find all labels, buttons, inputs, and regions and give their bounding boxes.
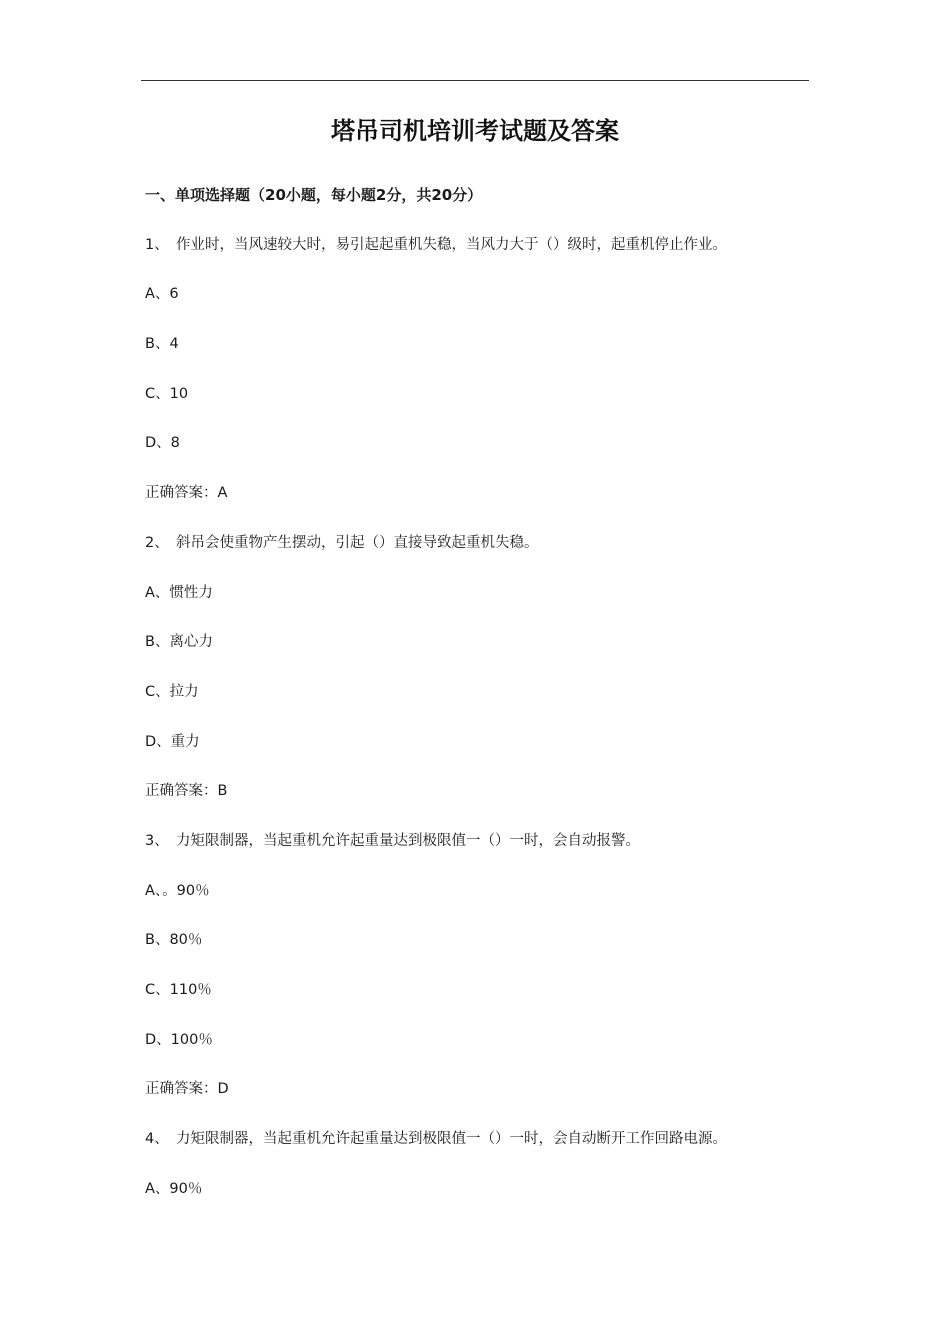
document-title: 塔吊司机培训考试题及答案 bbox=[331, 116, 619, 145]
question-1-option-c: C、10 bbox=[145, 385, 189, 402]
header-rule bbox=[141, 80, 809, 81]
question-3-option-d: D、100％ bbox=[145, 1031, 213, 1048]
question-2-option-a: A、惯性力 bbox=[145, 584, 213, 601]
question-1-answer: 正确答案：A bbox=[145, 485, 228, 502]
question-3-option-a: A、。90％ bbox=[145, 882, 210, 899]
question-3-option-c: C、110％ bbox=[145, 982, 212, 998]
question-2-option-d: D、重力 bbox=[145, 733, 200, 750]
document-body bbox=[145, 178, 825, 1221]
question-3-option-b: B、80％ bbox=[145, 932, 203, 949]
question-1-option-b: B、4 bbox=[145, 336, 179, 353]
question-3-answer: 正确答案：D bbox=[145, 1081, 229, 1098]
question-1-option-a: A、6 bbox=[145, 286, 179, 303]
question-2-option-c: C、拉力 bbox=[145, 683, 199, 700]
question-2-option-b: B、离心力 bbox=[145, 634, 213, 651]
question-stem-2: 2、 斜吊会使重物产生摆动，引起（）直接导致起重机失稳。 bbox=[145, 534, 539, 551]
question-1-option-d: D、8 bbox=[145, 435, 180, 452]
question-stem-3: 3、 力矩限制器，当起重机允许起重量达到极限值一（）一时，会自动报警。 bbox=[145, 832, 640, 849]
section-heading: 一、单项选择题（20小题，每小题2分，共20分） bbox=[145, 186, 483, 204]
question-stem-1: 1、 作业时，当风速较大时，易引起起重机失稳，当风力大于（）级时，起重机停止作业。 bbox=[145, 236, 727, 253]
question-4-option-a: A、90％ bbox=[145, 1180, 203, 1197]
question-2-answer: 正确答案：B bbox=[145, 783, 228, 800]
question-stem-4: 4、 力矩限制器，当起重机允许起重量达到极限值一（）一时，会自动断开工作回路电源。 bbox=[145, 1131, 727, 1148]
